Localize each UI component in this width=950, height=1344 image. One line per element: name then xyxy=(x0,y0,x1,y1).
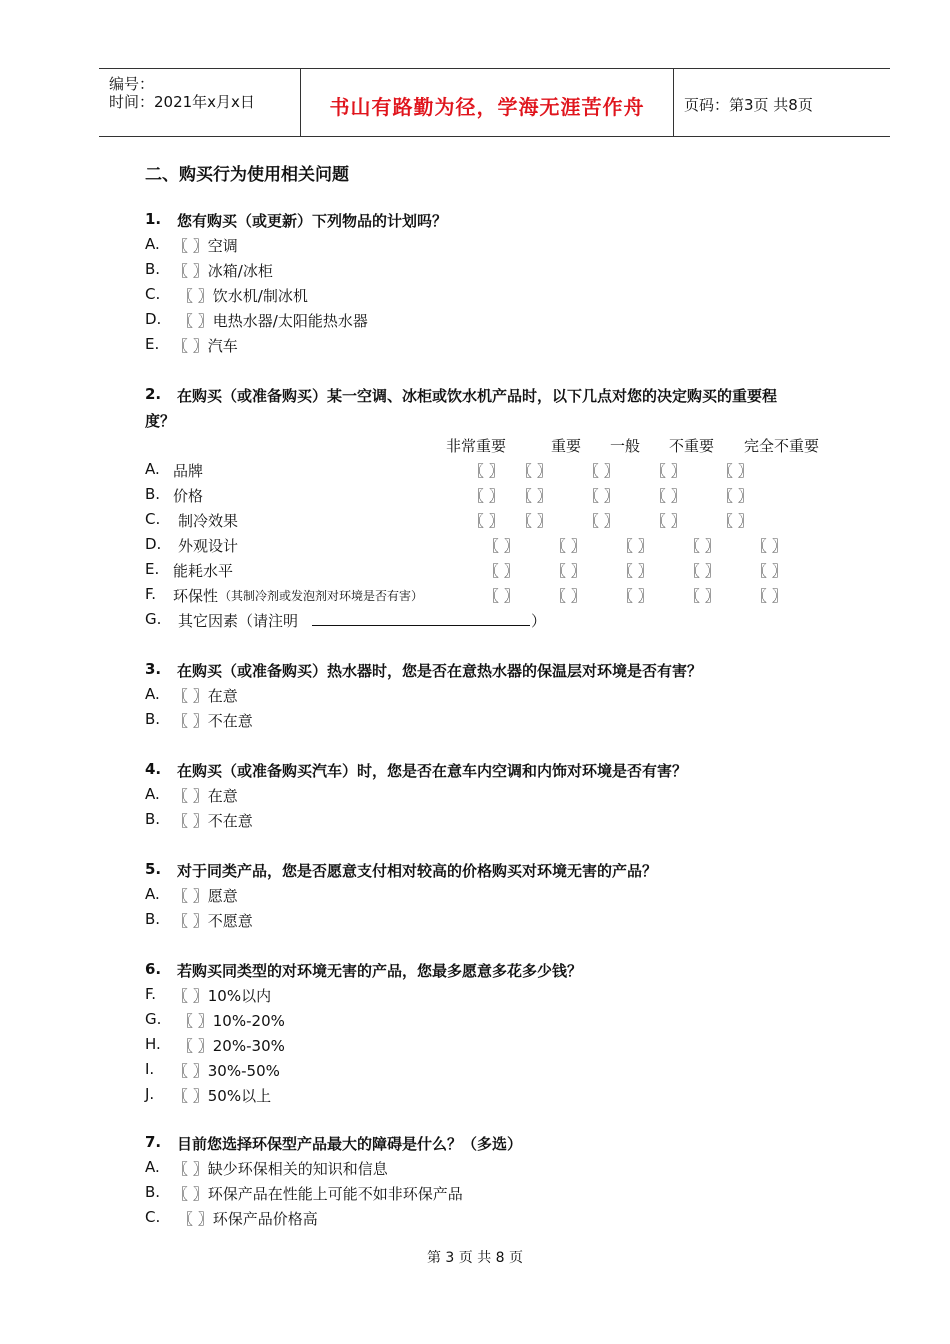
rating-checkbox[interactable]: 〖 〗 xyxy=(484,537,519,555)
row-letter: B. xyxy=(145,485,161,503)
rating-checkbox[interactable]: 〖 〗 xyxy=(584,462,619,480)
option-under-10[interactable]: 〖 〗10%以内 xyxy=(173,987,272,1005)
rating-checkbox[interactable]: 〖 〗 xyxy=(752,562,787,580)
scale-not-at-all-important: 完全不重要 xyxy=(744,437,820,455)
rating-checkbox[interactable]: 〖 〗 xyxy=(752,537,787,555)
scale-very-important: 非常重要 xyxy=(446,437,507,455)
row-label: 外观设计 xyxy=(178,537,239,555)
scale-not-important: 不重要 xyxy=(669,437,715,455)
rating-checkbox[interactable]: 〖 〗 xyxy=(685,587,720,605)
option-care[interactable]: 〖 〗在意 xyxy=(173,687,238,705)
header-slogan: 书山有路勤为径，学海无涯苦作舟 xyxy=(329,95,645,119)
question-1-number: 1. xyxy=(145,210,162,228)
option-letter: B. xyxy=(145,260,161,278)
row-label: 制冷效果 xyxy=(178,512,239,530)
question-4-text: 在购买（或准备购买汽车）时，您是否在意车内空调和内饰对环境是否有害？ xyxy=(177,762,688,780)
row-label: 环保性 xyxy=(173,587,219,605)
option-letter: A. xyxy=(145,885,160,903)
page-footer: 第 3 页 共 8 页 xyxy=(426,1250,524,1266)
header-page-cell xyxy=(674,69,890,136)
row-letter: C. xyxy=(145,510,161,528)
option-high-price[interactable]: 〖 〗环保产品价格高 xyxy=(178,1210,318,1228)
rating-checkbox[interactable]: 〖 〗 xyxy=(718,487,753,505)
page-header xyxy=(99,68,890,137)
option-letter: B. xyxy=(145,710,161,728)
question-6-text: 若购买同类型的对环境无害的产品，您最多愿意多花多少钱？ xyxy=(177,962,583,980)
rating-checkbox[interactable]: 〖 〗 xyxy=(517,512,552,530)
option-care[interactable]: 〖 〗在意 xyxy=(173,787,238,805)
rating-checkbox[interactable]: 〖 〗 xyxy=(517,487,552,505)
rating-checkbox[interactable]: 〖 〗 xyxy=(517,462,552,480)
rating-checkbox[interactable]: 〖 〗 xyxy=(551,537,586,555)
other-factor-input[interactable] xyxy=(312,611,530,626)
option-letter: A. xyxy=(145,685,160,703)
option-letter: H. xyxy=(145,1035,161,1053)
rating-checkbox[interactable]: 〖 〗 xyxy=(685,537,720,555)
option-letter: A. xyxy=(145,235,160,253)
row-label: 能耗水平 xyxy=(173,562,234,580)
option-willing[interactable]: 〖 〗愿意 xyxy=(173,887,238,905)
document-time-label: 时间：2021年x月x日 xyxy=(109,93,255,111)
rating-checkbox[interactable]: 〖 〗 xyxy=(651,487,686,505)
question-6-number: 6. xyxy=(145,960,162,978)
scale-important: 重要 xyxy=(551,437,582,455)
rating-checkbox[interactable]: 〖 〗 xyxy=(551,587,586,605)
question-4-number: 4. xyxy=(145,760,162,778)
option-letter: I. xyxy=(145,1060,155,1078)
row-letter: D. xyxy=(145,535,162,553)
question-3-number: 3. xyxy=(145,660,162,678)
row-letter: A. xyxy=(145,460,160,478)
option-10-20[interactable]: 〖 〗10%-20% xyxy=(178,1012,285,1030)
rating-checkbox[interactable]: 〖 〗 xyxy=(469,462,504,480)
option-letter: F. xyxy=(145,985,156,1003)
header-info-cell xyxy=(99,69,301,136)
option-letter: B. xyxy=(145,810,161,828)
rating-checkbox[interactable]: 〖 〗 xyxy=(469,512,504,530)
option-not-willing[interactable]: 〖 〗不愿意 xyxy=(173,912,253,930)
rating-checkbox[interactable]: 〖 〗 xyxy=(718,462,753,480)
section-title: 二、购买行为使用相关问题 xyxy=(145,165,349,185)
question-7-text: 目前您选择环保型产品最大的障碍是什么？（多选） xyxy=(177,1135,523,1153)
rating-checkbox[interactable]: 〖 〗 xyxy=(651,462,686,480)
option-aircon[interactable]: 〖 〗空调 xyxy=(173,237,238,255)
document-number-label: 编号： xyxy=(109,75,155,93)
row-label: 价格 xyxy=(173,487,204,505)
option-letter: J. xyxy=(145,1085,155,1103)
question-5-text: 对于同类产品，您是否愿意支付相对较高的价格购买对环境无害的产品？ xyxy=(177,862,658,880)
option-not-care[interactable]: 〖 〗不在意 xyxy=(173,712,253,730)
question-3-text: 在购买（或准备购买）热水器时，您是否在意热水器的保温层对环境是否有害？ xyxy=(177,662,703,680)
rating-checkbox[interactable]: 〖 〗 xyxy=(618,562,653,580)
row-note: （其制冷剂或发泡剂对环境是否有害） xyxy=(219,589,424,603)
option-30-50[interactable]: 〖 〗30%-50% xyxy=(173,1062,280,1080)
option-letter: B. xyxy=(145,1183,161,1201)
option-20-30[interactable]: 〖 〗20%-30% xyxy=(178,1037,285,1055)
option-letter: D. xyxy=(145,310,162,328)
header-slogan-cell xyxy=(301,69,674,136)
rating-checkbox[interactable]: 〖 〗 xyxy=(584,487,619,505)
option-lack-knowledge[interactable]: 〖 〗缺少环保相关的知识和信息 xyxy=(173,1160,388,1178)
option-letter: B. xyxy=(145,910,161,928)
other-factor-label: 其它因素（请注明 xyxy=(178,612,299,630)
option-letter: C. xyxy=(145,1208,161,1226)
option-letter: A. xyxy=(145,785,160,803)
rating-checkbox[interactable]: 〖 〗 xyxy=(752,587,787,605)
option-car[interactable]: 〖 〗汽车 xyxy=(173,337,238,355)
row-label: 品牌 xyxy=(173,462,204,480)
option-letter: G. xyxy=(145,1010,162,1028)
row-letter: G. xyxy=(145,610,162,628)
option-over-50[interactable]: 〖 〗50%以上 xyxy=(173,1087,272,1105)
rating-checkbox[interactable]: 〖 〗 xyxy=(484,562,519,580)
rating-checkbox[interactable]: 〖 〗 xyxy=(618,587,653,605)
question-2-text-line1: 在购买（或准备购买）某一空调、冰柜或饮水机产品时，以下几点对您的决定购买的重要程 xyxy=(177,387,778,405)
option-water-heater[interactable]: 〖 〗电热水器/太阳能热水器 xyxy=(178,312,368,330)
question-1-text: 您有购买（或更新）下列物品的计划吗？ xyxy=(177,212,448,230)
option-letter: E. xyxy=(145,335,160,353)
rating-checkbox[interactable]: 〖 〗 xyxy=(469,487,504,505)
rating-checkbox[interactable]: 〖 〗 xyxy=(551,562,586,580)
option-lower-performance[interactable]: 〖 〗环保产品在性能上可能不如非环保产品 xyxy=(173,1185,463,1203)
option-not-care[interactable]: 〖 〗不在意 xyxy=(173,812,253,830)
option-letter: A. xyxy=(145,1158,160,1176)
scale-neutral: 一般 xyxy=(610,437,641,455)
question-2-number: 2. xyxy=(145,385,162,403)
option-water-dispenser[interactable]: 〖 〗饮水机/制冰机 xyxy=(178,287,308,305)
page-code: 页码：第3页 共8页 xyxy=(684,96,813,114)
question-2-text-line2: 度？ xyxy=(145,412,176,430)
question-7-number: 7. xyxy=(145,1133,162,1151)
rating-checkbox[interactable]: 〖 〗 xyxy=(484,587,519,605)
row-letter: F. xyxy=(145,585,156,603)
rating-checkbox[interactable]: 〖 〗 xyxy=(651,512,686,530)
other-factor-close: ） xyxy=(531,612,547,630)
option-letter: C. xyxy=(145,285,161,303)
rating-checkbox[interactable]: 〖 〗 xyxy=(584,512,619,530)
rating-checkbox[interactable]: 〖 〗 xyxy=(718,512,753,530)
row-letter: E. xyxy=(145,560,160,578)
option-fridge[interactable]: 〖 〗冰箱/冰柜 xyxy=(173,262,273,280)
rating-checkbox[interactable]: 〖 〗 xyxy=(685,562,720,580)
question-5-number: 5. xyxy=(145,860,162,878)
rating-checkbox[interactable]: 〖 〗 xyxy=(618,537,653,555)
